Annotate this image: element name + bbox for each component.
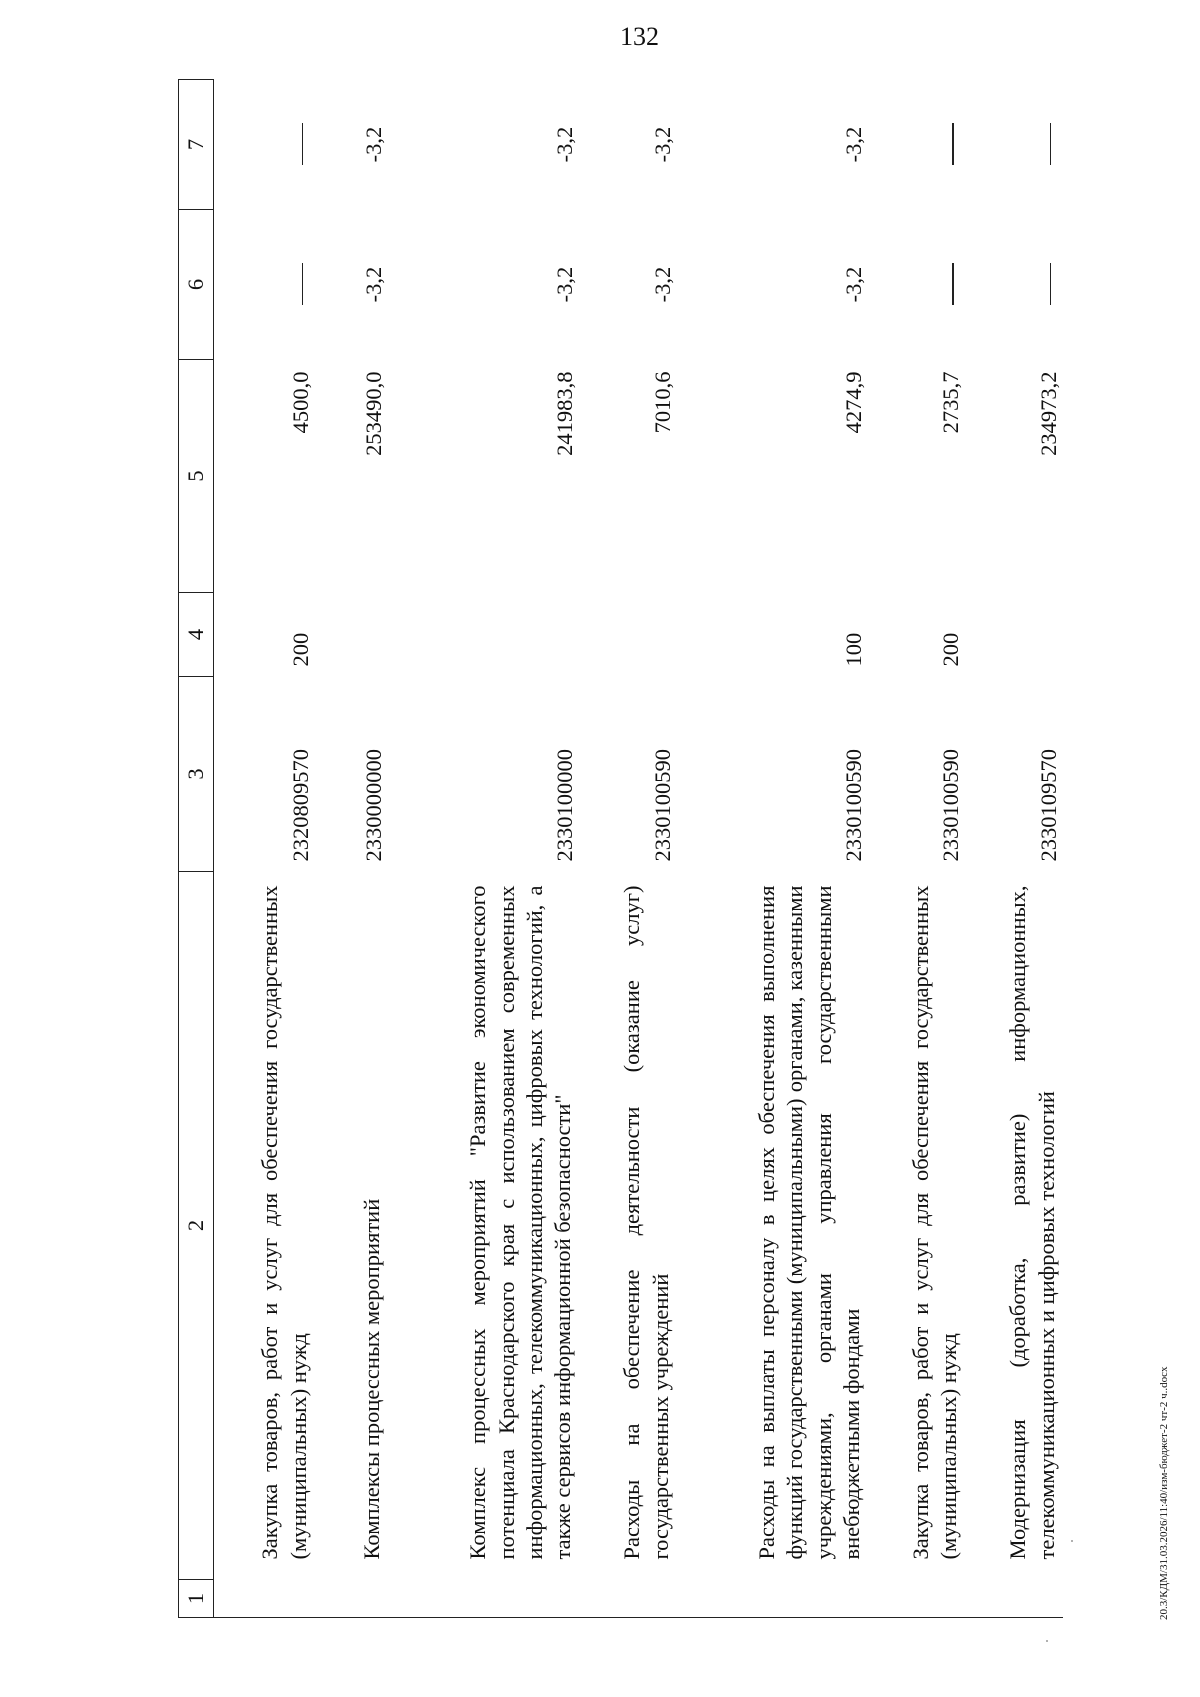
- table-row: [868, 80, 965, 1618]
- row-name: Комплексы процессных мероприятий: [359, 1198, 385, 1560]
- column-header-7: 7: [179, 80, 214, 210]
- row-change-6: [214, 210, 315, 360]
- header-row: [179, 80, 214, 1618]
- row-name: Расходы на обеспечение деятельности (оказание услуг) государственных учреждений: [619, 885, 673, 1560]
- table-row: [315, 80, 389, 1618]
- row-change-7: -3,2: [649, 126, 675, 163]
- column-header-6: 6: [179, 210, 214, 360]
- row-number-cell: [315, 1580, 389, 1618]
- budget-table: [178, 79, 1063, 1618]
- row-type: [315, 593, 389, 677]
- table-row: [580, 80, 677, 1618]
- row-name: Расходы на выплаты персоналу в целях обеспечения выполнения функций государственными (муниципальными) органами, казенными учреждениями, органами управления государственными внебюджетными фондами: [753, 885, 864, 1560]
- row-change-7: -3,2: [361, 126, 387, 163]
- row-amount: 2735,7: [938, 371, 964, 434]
- row-number-cell: [580, 1580, 677, 1618]
- table-row: [677, 80, 868, 1618]
- row-change-6: -3,2: [649, 266, 675, 303]
- row-change-7: [868, 80, 965, 210]
- row-type: [580, 593, 677, 677]
- row-change-6: -3,2: [841, 266, 866, 303]
- row-type: [388, 593, 579, 677]
- dash-mark: [302, 264, 304, 306]
- row-change-6: -3,2: [552, 266, 578, 303]
- row-change-6: [868, 210, 965, 360]
- row-code: 2330100590: [841, 749, 866, 862]
- row-change-7: [214, 80, 315, 210]
- dash-mark: [952, 264, 954, 306]
- row-code: 2320809570: [287, 749, 313, 862]
- row-amount: 253490,0: [361, 371, 387, 456]
- row-change-7: -3,2: [841, 126, 866, 163]
- row-type: 200: [287, 632, 313, 667]
- row-change-7: [966, 80, 1063, 210]
- page-number: 132: [620, 22, 659, 51]
- dash-mark: [1050, 264, 1052, 306]
- row-type: [966, 593, 1063, 677]
- row-amount: 7010,6: [649, 371, 675, 434]
- row-amount: 4500,0: [287, 371, 313, 434]
- row-name: Закупка товаров, работ и услуг для обеспечения государственных (муниципальных) нужд: [257, 885, 311, 1560]
- row-code: 2330100000: [552, 749, 578, 862]
- column-header-5: 5: [179, 360, 214, 593]
- row-change-7: -3,2: [552, 126, 578, 163]
- column-header-4: 4: [179, 593, 214, 677]
- table-row: [214, 80, 315, 1618]
- row-amount: 241983,8: [552, 371, 578, 456]
- row-name: Комплекс процессных мероприятий "Развитие экономического потенциала Краснодарского края с использованием современных информационных, телекоммуникационных, цифровых технологий, а также сервисов информационной безопасности": [465, 885, 576, 1560]
- row-number-cell: [868, 1580, 965, 1618]
- table-row: [388, 80, 579, 1618]
- column-header-3: 3: [179, 677, 214, 872]
- budget-table-rotated: [178, 80, 1063, 1618]
- row-number-cell: [388, 1580, 579, 1618]
- row-type: 100: [841, 632, 866, 667]
- row-name: Модернизация (доработка, развитие) информационных, телекоммуникационных и цифровых технологий: [1005, 885, 1059, 1560]
- row-number-cell: [214, 1580, 315, 1618]
- table-row: [966, 80, 1063, 1618]
- column-header-1: 1: [179, 1580, 214, 1618]
- row-name: Закупка товаров, работ и услуг для обеспечения государственных (муниципальных) нужд: [907, 885, 962, 1560]
- row-number-cell: [966, 1580, 1063, 1618]
- dash-mark: [302, 124, 304, 166]
- row-type: 200: [938, 632, 964, 667]
- column-header-2: 2: [179, 872, 214, 1580]
- dash-mark: [952, 124, 954, 166]
- row-code: 2330100590: [649, 749, 675, 862]
- row-amount: 4274,9: [841, 371, 866, 434]
- row-change-6: -3,2: [361, 266, 387, 303]
- row-number-cell: [677, 1580, 868, 1618]
- row-amount: 234973,2: [1035, 371, 1061, 456]
- dash-mark: [1050, 124, 1052, 166]
- row-change-6: [966, 210, 1063, 360]
- row-code: 2330109570: [1035, 749, 1061, 862]
- row-code: 2330000000: [361, 749, 387, 862]
- row-code: 2330100590: [938, 749, 964, 862]
